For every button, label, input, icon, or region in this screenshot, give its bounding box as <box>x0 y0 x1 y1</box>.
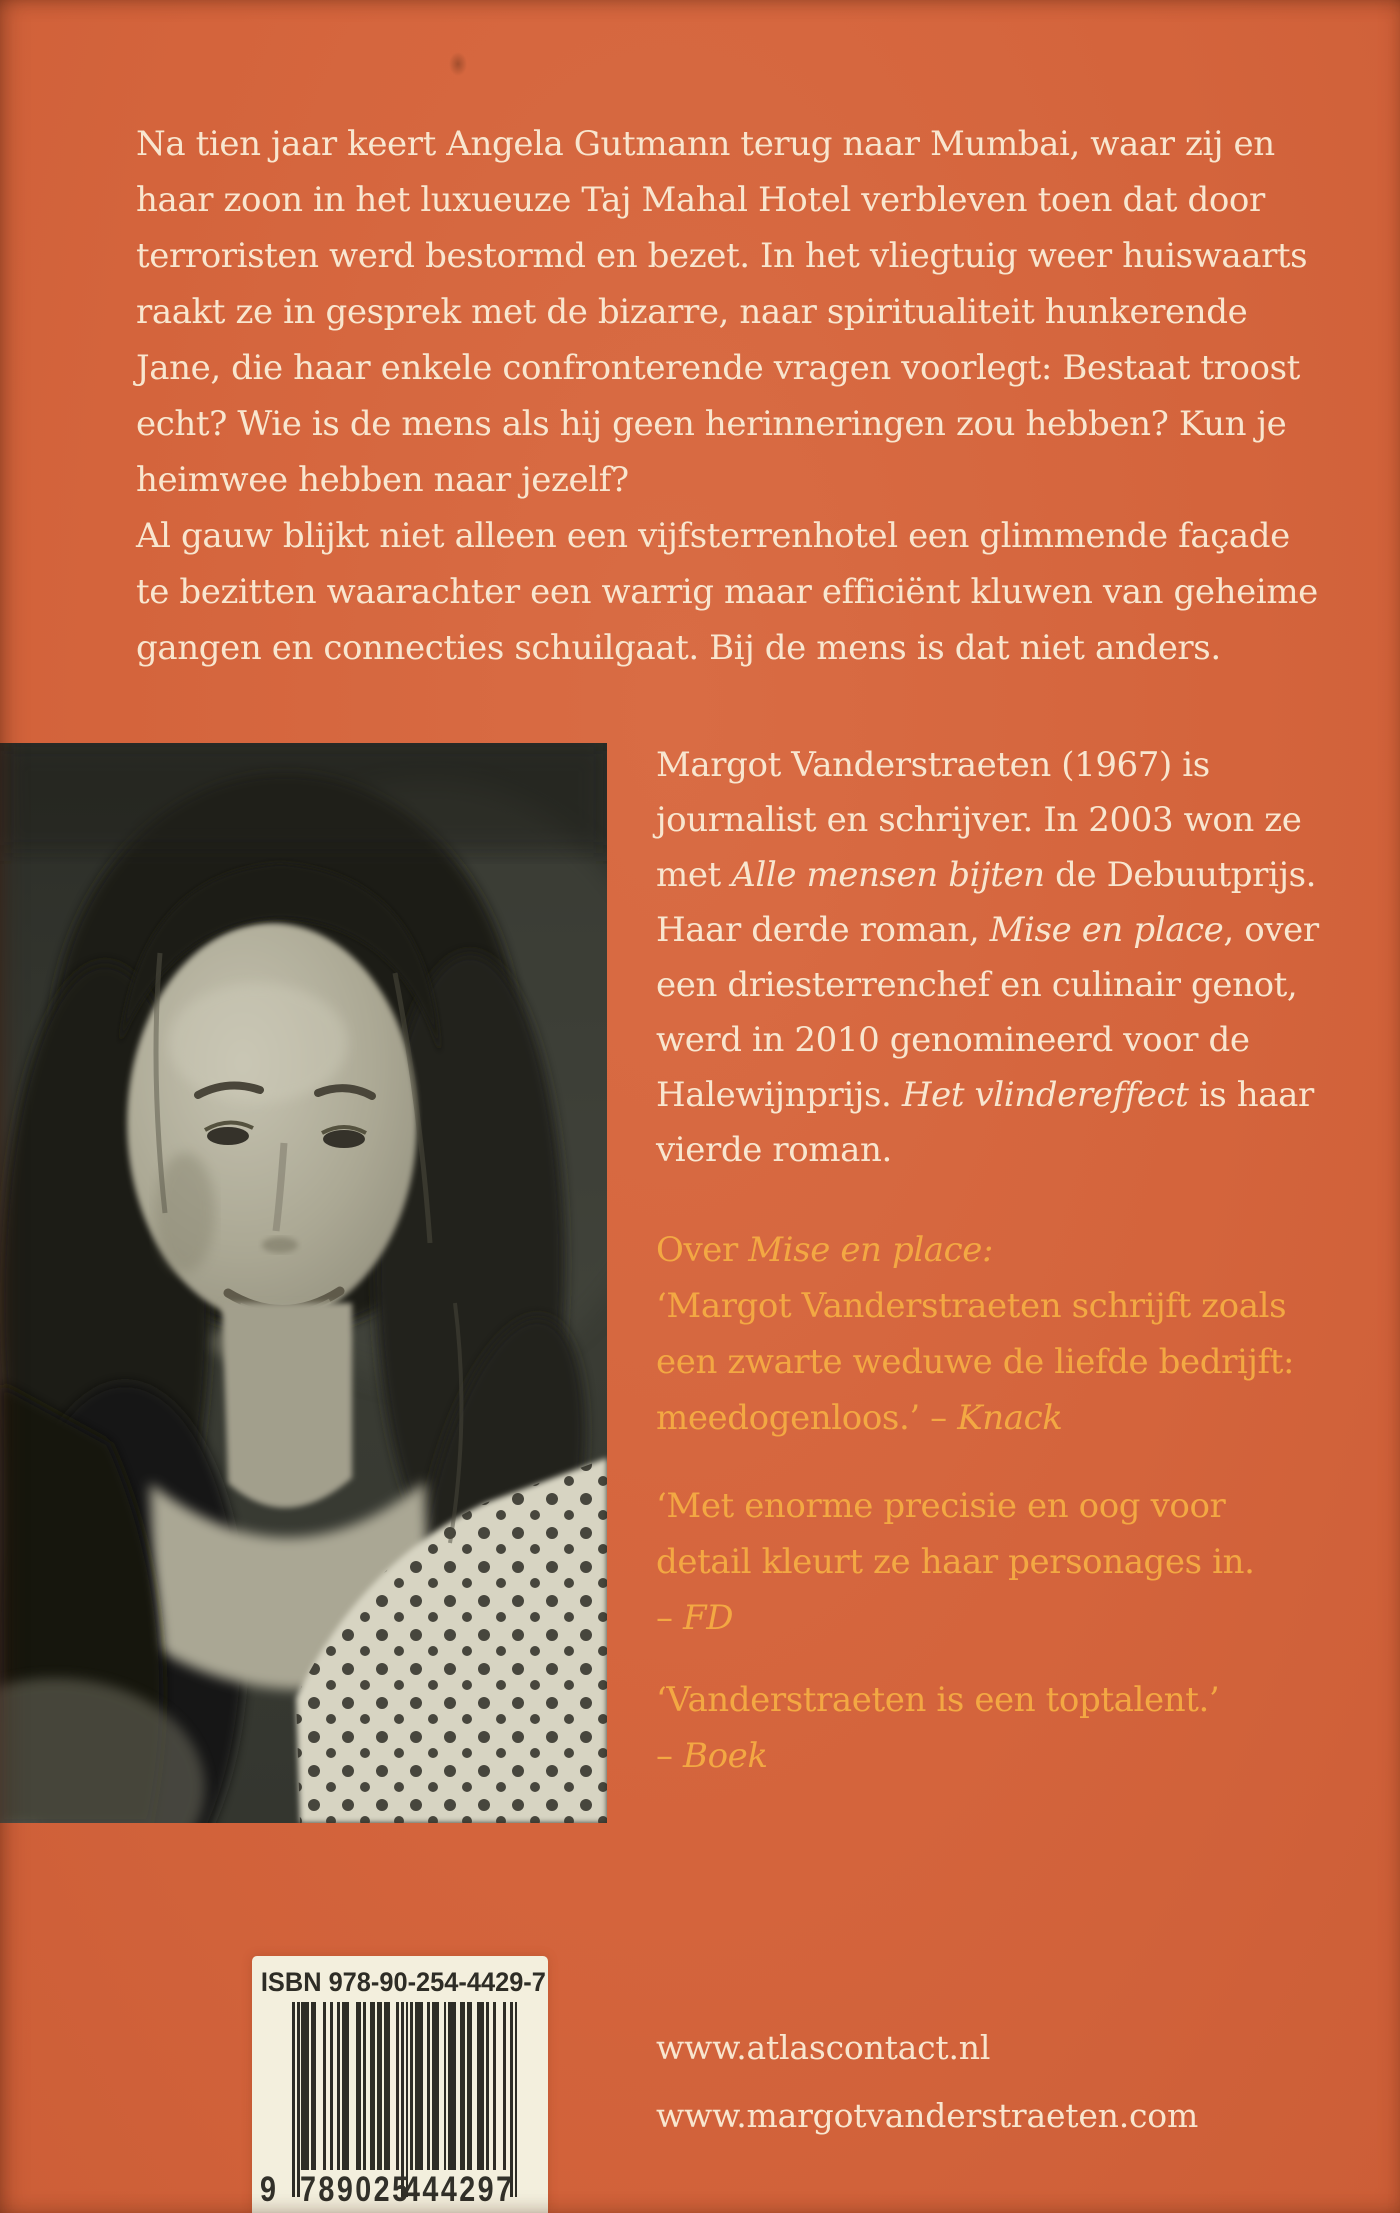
print-smudge <box>446 48 470 80</box>
barcode-bar <box>313 2002 316 2170</box>
text-line <box>136 508 1318 564</box>
text-line <box>656 793 1319 848</box>
text-segment: FD <box>683 1598 734 1638</box>
text-line <box>656 1013 1319 1068</box>
barcode-bar <box>330 2002 333 2170</box>
barcode-bar <box>515 2002 518 2197</box>
barcode-bar <box>337 2002 340 2170</box>
text-line <box>656 1222 1294 1278</box>
text-segment: raakt ze in gesprek met de bizarre, naar spiritualiteit hunkerende <box>136 292 1248 332</box>
barcode-bar <box>387 2002 390 2170</box>
barcode-bar <box>401 2002 404 2197</box>
text-segment: echt? Wie is de mens als hij geen herinneringen zou hebben? Kun je <box>136 404 1287 444</box>
text-segment: ‘Vanderstraeten is een toptalent.’ <box>656 1680 1220 1720</box>
text-segment: een driesterrenchef en culinair genot, <box>656 965 1298 1005</box>
text-line <box>656 738 1319 793</box>
text-line <box>136 396 1318 452</box>
text-segment: heimwee hebben naar jezelf? <box>136 460 629 500</box>
url-author-site: www.margotvanderstraeten.com <box>656 2096 1199 2135</box>
text-segment: een zwarte weduwe de liefde bedrijft: <box>656 1342 1295 1382</box>
text-line <box>656 1390 1294 1446</box>
barcode-digit-group: 9 <box>260 2170 279 2209</box>
text-segment: terroristen werd bestormd en bezet. In het vliegtuig weer huiswaarts <box>136 236 1308 276</box>
text-line <box>656 903 1319 958</box>
text-segment: Het vlindereffect <box>901 1075 1189 1115</box>
text-segment: Na tien jaar keert Angela Gutmann terug naar Mumbai, waar zij en <box>136 124 1275 164</box>
barcode-bar <box>493 2002 496 2170</box>
barcode-bar <box>420 2002 423 2170</box>
text-segment: te bezitten waarachter een warrig maar efficiënt kluwen van geheime <box>136 572 1318 612</box>
barcode-bar <box>373 2002 376 2170</box>
text-line <box>656 1672 1219 1728</box>
barcode-bar <box>323 2002 326 2170</box>
text-line <box>656 1334 1294 1390</box>
author-photo <box>0 743 607 1823</box>
text-line <box>136 116 1318 172</box>
text-segment: Jane, die haar enkele confronterende vragen voorlegt: Bestaat troost <box>136 348 1300 388</box>
text-line <box>136 228 1318 284</box>
text-segment: Knack <box>957 1398 1063 1438</box>
url-publisher: www.atlascontact.nl <box>656 2028 991 2067</box>
barcode-digit-group: 789025 <box>300 2170 411 2209</box>
text-line <box>136 620 1318 676</box>
text-line <box>136 172 1318 228</box>
barcode-bar <box>470 2002 473 2170</box>
text-line <box>656 1278 1294 1334</box>
text-line <box>656 848 1319 903</box>
text-segment: – <box>656 1598 684 1638</box>
text-segment: Mise en place: <box>748 1230 994 1270</box>
text-segment: Al gauw blijkt niet alleen een vijfsterrenhotel een glimmende façade <box>136 516 1290 556</box>
text-line <box>656 1534 1254 1590</box>
text-segment: journalist en schrijver. In 2003 won ze <box>656 800 1302 840</box>
text-segment: is haar <box>1188 1075 1314 1115</box>
back-cover-blurb <box>136 116 1318 676</box>
text-line <box>656 1590 1254 1646</box>
text-line <box>136 340 1318 396</box>
review-quote-boek <box>656 1672 1219 1784</box>
barcode-bar <box>481 2002 484 2170</box>
text-line <box>656 1068 1319 1123</box>
barcode-bar <box>406 2002 409 2197</box>
text-segment: Haar derde roman, <box>656 910 990 950</box>
barcode-bar <box>306 2002 309 2170</box>
barcode-bar <box>486 2002 489 2170</box>
barcode-bar <box>463 2002 466 2170</box>
text-segment: haar zoon in het luxueuze Taj Mahal Hotel verbleven toen dat door <box>136 180 1265 220</box>
barcode-bar <box>396 2002 399 2170</box>
text-segment: Alle mensen bijten <box>731 855 1045 895</box>
text-segment: Margot Vanderstraeten (1967) is <box>656 745 1210 785</box>
text-segment: werd in 2010 genomineerd voor de <box>656 1020 1250 1060</box>
barcode-bar <box>503 2002 506 2170</box>
text-segment: ‘Met enorme precisie en oog voor <box>656 1486 1226 1526</box>
text-line <box>136 452 1318 508</box>
text-segment: – <box>656 1736 684 1776</box>
barcode-digit-group: 444297 <box>404 2170 515 2209</box>
barcode-bar <box>444 2002 447 2170</box>
text-segment: met <box>656 855 732 895</box>
text-line <box>136 284 1318 340</box>
text-segment: de Debuutprijs. <box>1044 855 1317 895</box>
barcode-bar <box>363 2002 366 2170</box>
barcode-bar <box>510 2002 513 2197</box>
text-segment: Boek <box>683 1736 768 1776</box>
barcode-bar <box>297 2002 300 2197</box>
text-segment: , over <box>1223 910 1319 950</box>
barcode-bar <box>380 2002 383 2170</box>
barcode-bar <box>410 2002 413 2170</box>
barcode-bar <box>453 2002 456 2170</box>
text-line <box>136 564 1318 620</box>
barcode-bar <box>436 2002 439 2170</box>
website-urls <box>656 2014 1198 2150</box>
text-segment: vierde roman. <box>656 1130 892 1170</box>
text-segment: meedogenloos.’ – <box>656 1398 958 1438</box>
barcode-bar <box>346 2002 349 2170</box>
text-segment: gangen en connecties schuilgaat. Bij de mens is dat niet anders. <box>136 628 1221 668</box>
text-segment: Halewijnprijs. <box>656 1075 902 1115</box>
author-bio <box>656 738 1319 1178</box>
barcode-bar <box>292 2002 295 2197</box>
text-segment: Over <box>656 1230 749 1270</box>
barcode-digits <box>252 2170 548 2210</box>
review-quote-fd <box>656 1478 1254 1646</box>
review-quote-knack <box>656 1222 1294 1446</box>
barcode-bar <box>358 2002 361 2170</box>
isbn-label: ISBN 978-90-254-4429-7 <box>260 1967 546 1997</box>
text-line <box>656 1123 1319 1178</box>
text-line <box>656 1728 1219 1784</box>
barcode-bar <box>427 2002 430 2170</box>
text-line <box>656 958 1319 1013</box>
text-segment: ‘Margot Vanderstraeten schrijft zoals <box>656 1286 1287 1326</box>
text-segment: detail kleurt ze haar personages in. <box>656 1542 1255 1582</box>
text-segment: Mise en place <box>989 910 1224 950</box>
text-line <box>656 1478 1254 1534</box>
barcode-panel <box>252 1956 548 2213</box>
